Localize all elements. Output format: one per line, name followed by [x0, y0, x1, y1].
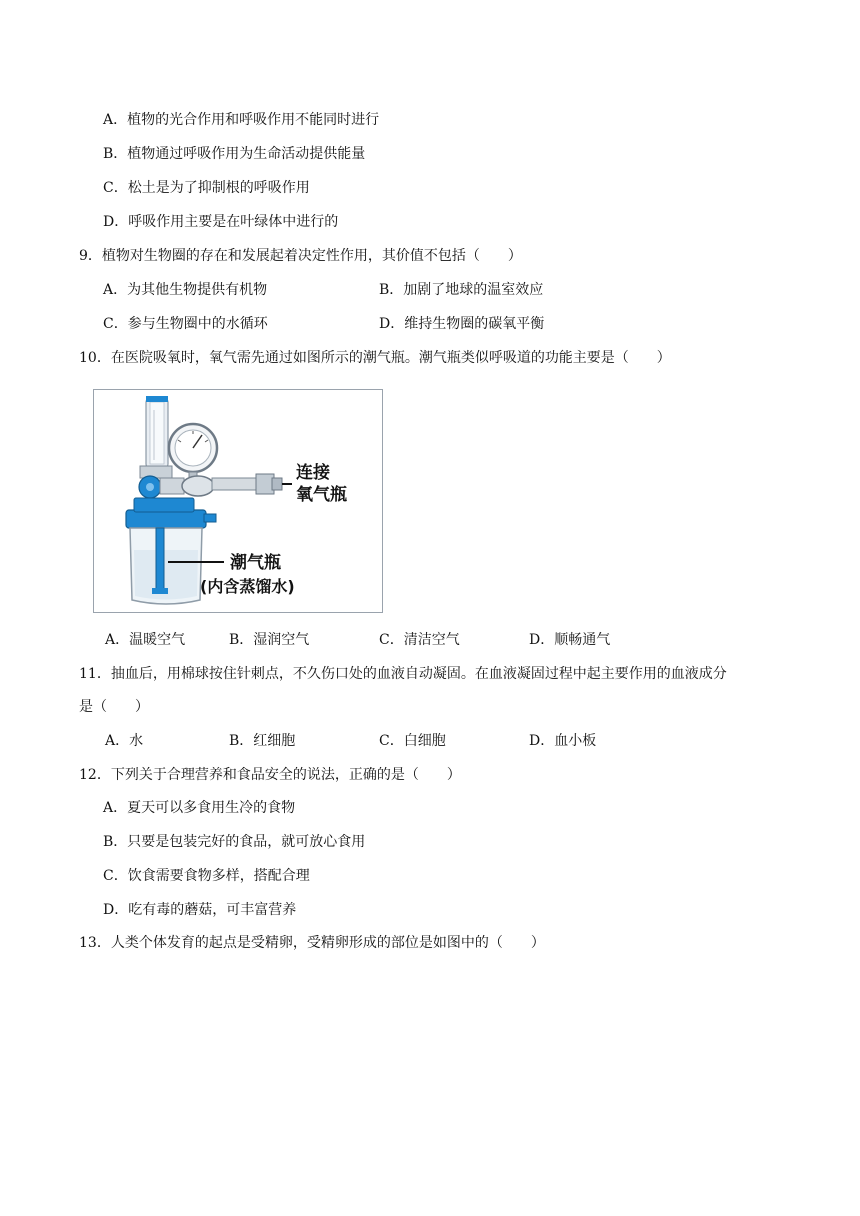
q8-option-c: C．松土是为了抑制根的呼吸作用 — [103, 180, 310, 196]
humidifier-bottle-figure — [93, 389, 383, 613]
q11-option-d: D．血小板 — [529, 733, 597, 749]
q8-option-a: A．植物的光合作用和呼吸作用不能同时进行 — [103, 112, 380, 128]
label-connect-line2: 氧气瓶 — [296, 485, 347, 505]
label-bottle-line1: 潮气瓶 — [230, 553, 281, 573]
q11-stem-line2: 是（ ） — [79, 699, 149, 715]
q8-option-b: B．植物通过呼吸作用为生命活动提供能量 — [103, 146, 366, 162]
q11-stem-line1: 11．抽血后，用棉球按住针刺点，不久伤口处的血液自动凝固。在血液凝固过程中起主要作用的血液成分 — [79, 666, 727, 682]
q9-option-a: A．为其他生物提供有机物 — [103, 282, 268, 298]
q10-option-d: D．顺畅通气 — [529, 632, 611, 648]
q8-option-d: D．呼吸作用主要是在叶绿体中进行的 — [103, 214, 339, 230]
humidifier-bottle-illustration — [94, 390, 382, 612]
q12-stem: 12．下列关于合理营养和食品安全的说法，正确的是（ ） — [79, 767, 461, 783]
q12-option-d: D．吃有毒的蘑菇，可丰富营养 — [103, 902, 297, 918]
q10-stem: 10．在医院吸氧时，氧气需先通过如图所示的潮气瓶。潮气瓶类似呼吸道的功能主要是（ ） — [79, 350, 671, 366]
q9-stem: 9．植物对生物圈的存在和发展起着决定性作用，其价值不包括（ ） — [79, 248, 522, 264]
q9-option-c: C．参与生物圈中的水循环 — [103, 316, 268, 332]
q10-option-c: C．清洁空气 — [379, 632, 460, 648]
q12-option-b: B．只要是包装完好的食品，就可放心食用 — [103, 834, 366, 850]
q9-option-d: D．维持生物圈的碳氧平衡 — [379, 316, 545, 332]
q11-option-b: B．红细胞 — [229, 733, 296, 749]
q11-option-c: C．白细胞 — [379, 733, 446, 749]
q12-option-a: A．夏天可以多食用生冷的食物 — [103, 800, 296, 816]
q10-option-b: B．湿润空气 — [229, 632, 310, 648]
label-connect-line1: 连接 — [296, 463, 330, 483]
q11-option-a: A．水 — [105, 733, 144, 749]
q13-stem: 13．人类个体发育的起点是受精卵，受精卵形成的部位是如图中的（ ） — [79, 935, 545, 951]
label-bottle-line2: (内含蒸馏水) — [200, 577, 295, 596]
q10-option-a: A．温暖空气 — [105, 632, 186, 648]
q12-option-c: C．饮食需要食物多样，搭配合理 — [103, 868, 310, 884]
q9-option-b: B．加剧了地球的温室效应 — [379, 282, 544, 298]
